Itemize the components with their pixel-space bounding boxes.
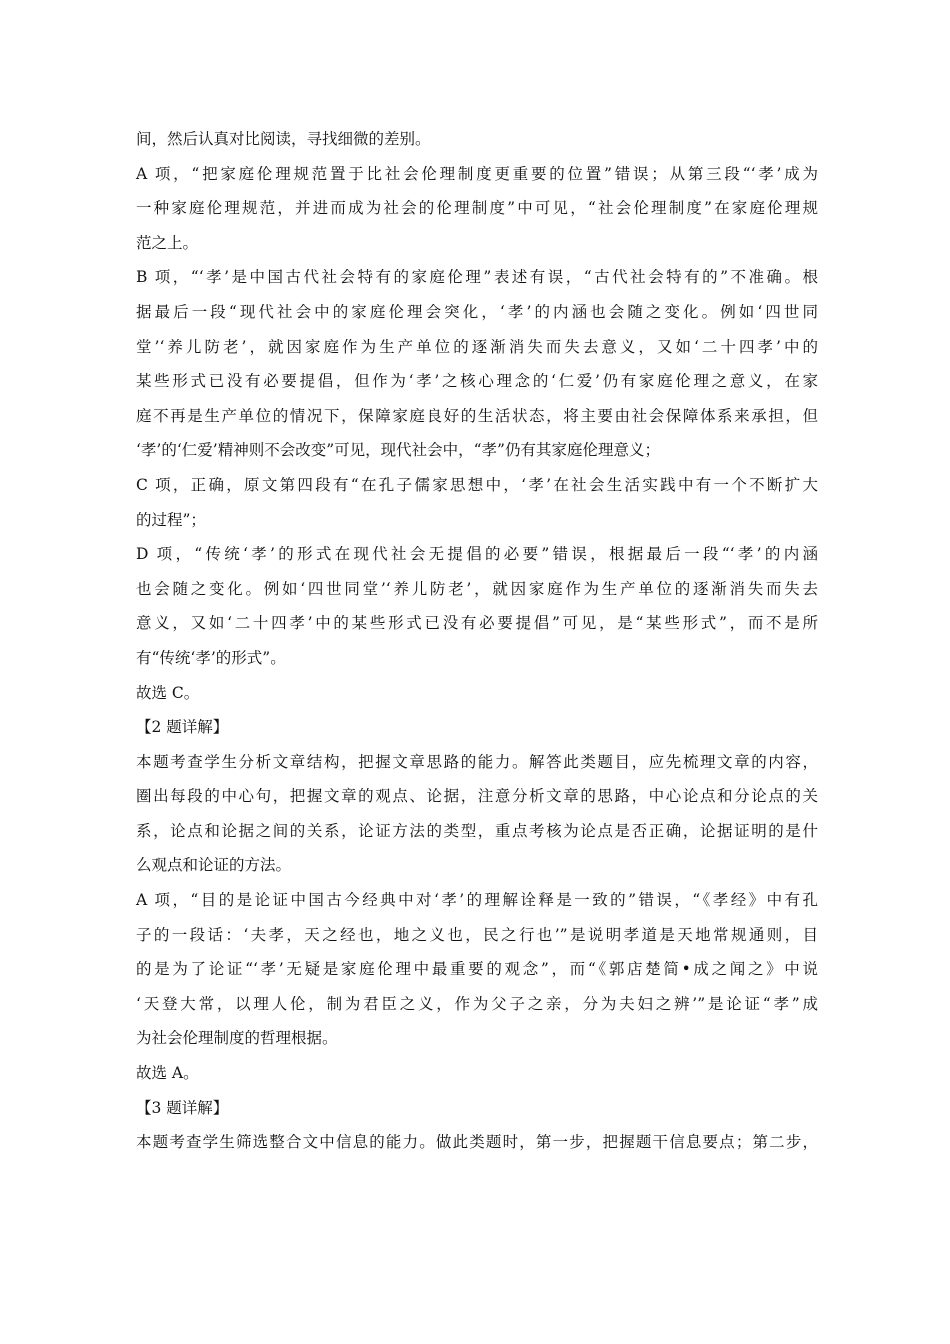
text-line: 圈出每段的中心句，把握文章的观点、论据，注意分析文章的思路，中心论点和分论点的关	[136, 787, 818, 806]
text-line: C 项，正确，原文第四段有“在孔子儒家思想中，‘孝’在社会生活实践中有一个不断扩大	[136, 475, 818, 494]
text-line: 系，论点和论据之间的关系，论证方法的类型，重点考核为论点是否正确，论据证明的是什	[136, 821, 818, 840]
text-line: A 项，“目的是论证中国古今经典中对‘孝’的理解诠释是一致的”错误，“《孝经》中有孔	[136, 891, 818, 910]
text-line: 某些形式已没有必要提倡，但作为‘孝’之核心理念的‘仁爱’仍有家庭伦理之意义，在家	[136, 372, 818, 391]
text-line: 有“传统‘孝’的形式”。	[136, 648, 286, 667]
text-line: 故选 C。	[136, 683, 200, 702]
text-line: D 项，“传统‘孝’的形式在现代社会无提倡的必要”错误，根据最后一段“‘孝’的内涵	[136, 545, 818, 564]
text-line: 本题考查学生分析文章结构，把握文章思路的能力。解答此类题目，应先梳理文章的内容，	[136, 752, 818, 771]
text-line: 间，然后认真对比阅读，寻找细微的差别。	[136, 130, 431, 148]
text-line: 么观点和论证的方法。	[136, 856, 292, 875]
document-body	[136, 122, 818, 1160]
text-line: 一种家庭伦理规范，并进而成为社会的伦理制度”中可见，“社会伦理制度”在家庭伦理规	[136, 199, 818, 218]
text-line: ‘天登大常，以理人伦，制为君臣之义，作为父子之亲，分为夫妇之辨’”是论证“孝”成	[136, 994, 818, 1013]
text-line: B 项，“‘孝’是中国古代社会特有的家庭伦理”表述有误，“古代社会特有的”不准确。根	[136, 268, 818, 287]
text-line: 范之上。	[136, 233, 199, 252]
text-line: 故选 A。	[136, 1064, 199, 1083]
text-line: 本题考查学生筛选整合文中信息的能力。做此类题时，第一步，把握题干信息要点；第二步，	[136, 1133, 818, 1152]
section-heading: 【3 题详解】	[136, 1098, 229, 1117]
text-line: 庭不再是生产单位的情况下，保障家庭良好的生活状态，将主要由社会保障体系来承担，但	[136, 406, 818, 425]
text-line: 意义，又如‘二十四孝’中的某些形式已没有必要提倡”可见，是“某些形式”，而不是所	[136, 614, 818, 633]
text-line: 为社会伦理制度的哲理根据。	[136, 1029, 338, 1048]
text-line: 也会随之变化。例如‘四世同堂’‘养儿防老’，就因家庭作为生产单位的逐渐消失而失去	[136, 579, 818, 598]
text-line: 的过程”；	[136, 510, 206, 529]
text-line: 堂’‘养儿防老’，就因家庭作为生产单位的逐渐消失而失去意义，又如‘二十四孝’中的	[136, 337, 818, 356]
section-heading: 【2 题详解】	[136, 718, 229, 737]
text-line: 据最后一段“现代社会中的家庭伦理会突化，‘孝’的内涵也会随之变化。例如‘四世同	[136, 302, 818, 321]
text-line: ‘孝’的‘仁爱’精神则不会改变”可见，现代社会中，“孝”仍有其家庭伦理意义；	[136, 441, 660, 460]
text-line: A 项，“把家庭伦理规范置于比社会伦理制度更重要的位置”错误；从第三段“‘孝’成为	[136, 164, 818, 183]
text-line: 子的一段话：‘夫孝，天之经也，地之义也，民之行也’”是说明孝道是天地常规通则，目	[136, 925, 818, 944]
text-line: 的是为了论证“‘孝’无疑是家庭伦理中最重要的观念”，而“《郭店楚简•成之闻之》中说	[136, 960, 818, 979]
